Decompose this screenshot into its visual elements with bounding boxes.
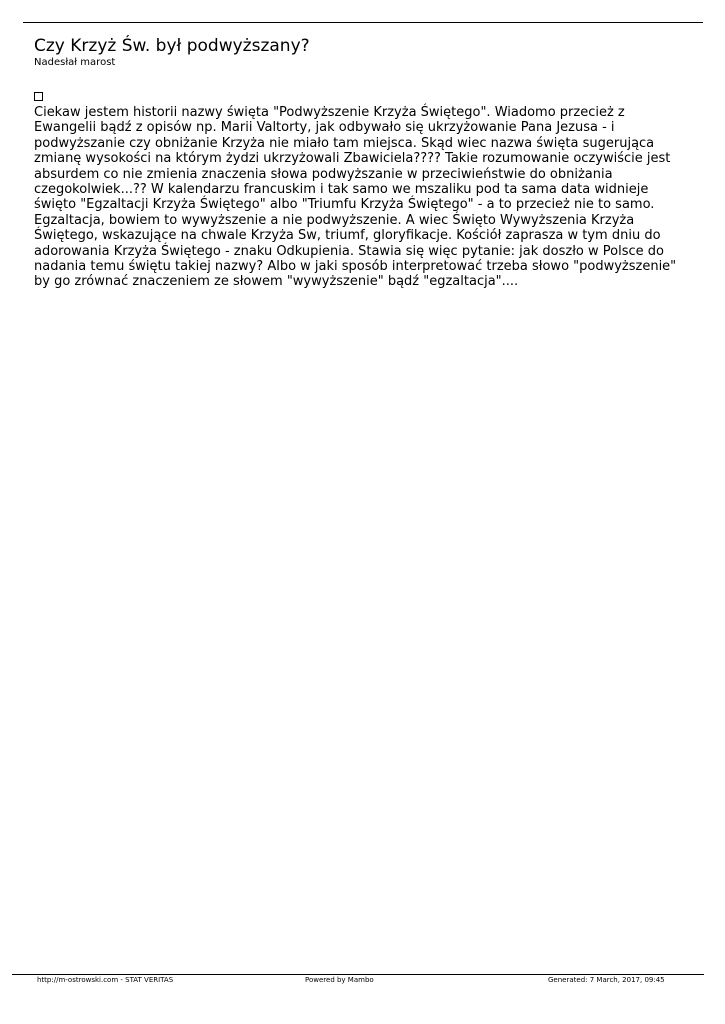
footer-generated-date: Generated: 7 March, 2017, 09:45	[548, 976, 665, 984]
missing-image-icon	[34, 92, 43, 101]
top-divider	[23, 22, 703, 23]
article-byline: Nadesłał marost	[34, 57, 116, 68]
article	[34, 36, 677, 290]
footer-divider	[12, 974, 704, 975]
footer-site-url: http://m-ostrowski.com - STAT VERITAS	[37, 976, 174, 984]
footer-powered-by: Powered by Mambo	[305, 976, 374, 984]
article-title: Czy Krzyż Św. był podwyższany?	[34, 36, 310, 56]
article-body: Ciekaw jestem historii nazwy święta "Podwyższenie Krzyża Świętego". Wiadomo przecież z Ewangelii bądź z opisów np. Marii Valtorty, jak odbywało się ukrzyżowanie Pana Jezusa - i podwyższanie czy obniżanie Krzyża nie miało tam miejsca. Skąd wiec nazwa święta sugerująca zmianę wysokości na którym żydzi ukrzyżowali Zbawiciela???? Takie rozumowanie oczywiście jest absurdem co nie zmienia znaczenia słowa podwyższanie w przeciwieństwie do obniżania czegokolwiek...?? W kalendarzu francuskim i tak samo we mszaliku pod ta sama data widnieje święto "Egzaltacji Krzyża Świętego" albo "Triumfu Krzyża Świętego" - a to przecież nie to samo. Egzaltacja, bowiem to wywyższenie a nie podwyższenie. A wiec Święto Wywyższenia Krzyża Świętego, wskazujące na chwale Krzyża Sw, triumf, gloryfikacje. Kościół zaprasza w tym dniu do adorowania Krzyża Świętego - znaku Odkupienia. Stawia się więc pytanie: jak doszło w Polsce do nadania temu świętu takiej nazwy? Albo w jaki sposób interpretować trzeba słowo "podwyższenie" by go zrównać znaczeniem ze słowem "wywyższenie" bądź "egzaltacja"....	[34, 105, 677, 290]
